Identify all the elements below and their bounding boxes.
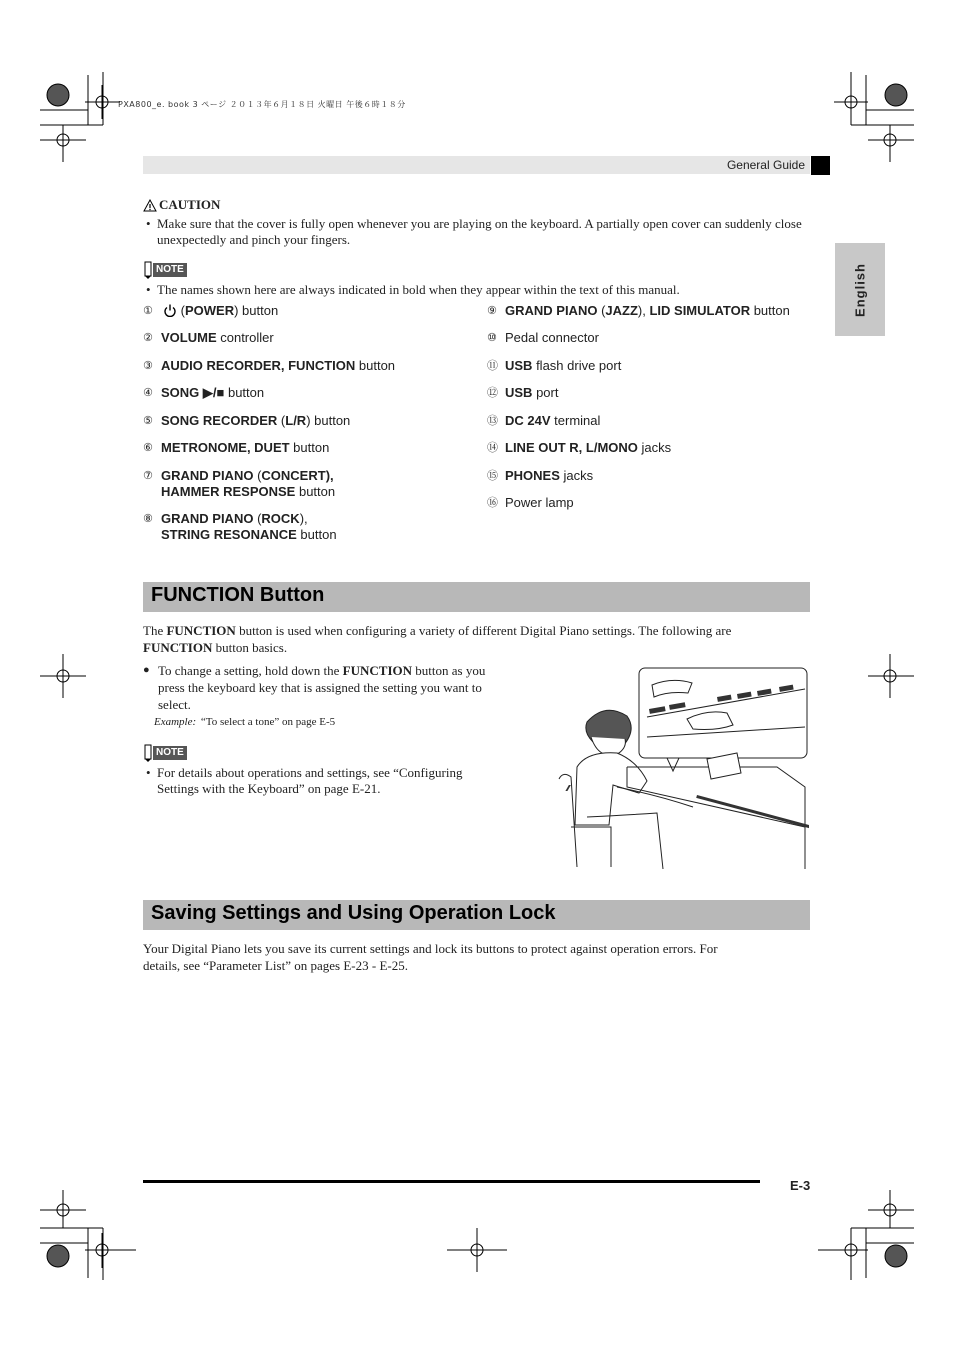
note-badge xyxy=(143,744,187,762)
page-number: E-3 xyxy=(790,1178,811,1193)
note-text: The names shown here are always indicated in bold when they appear within the text of this manual. xyxy=(157,282,680,297)
note-badge xyxy=(143,261,187,279)
footer-rule xyxy=(143,1180,760,1183)
note-item xyxy=(146,282,806,298)
note-label: NOTE xyxy=(153,263,187,277)
power-icon xyxy=(163,304,177,317)
function-intro: The FUNCTION button is used when configuring a variety of different Digital Piano settings. The following are FUNCTION button basics. xyxy=(143,623,732,655)
function-note-item: • For details about operations and settings, see “Configuring Settings with the Keyboard” on page E-21. xyxy=(146,765,463,796)
function-section-title: FUNCTION Button xyxy=(151,584,325,606)
function-bullet: ● To change a setting, hold down the FUNCTION button as you press the keyboard key that is assigned the setting you want to select. xyxy=(143,663,486,712)
caution-title: CAUTION xyxy=(159,197,221,212)
note-pencil-icon xyxy=(143,261,153,279)
caution-item xyxy=(146,216,806,248)
warning-icon xyxy=(143,199,157,212)
piano-player-illustration xyxy=(557,667,809,869)
bullet-icon: • xyxy=(146,282,151,297)
running-header-label: General Guide xyxy=(726,158,805,172)
note-pencil-icon xyxy=(143,744,153,762)
caution-text: Make sure that the cover is fully open whenever you are playing on the keyboard. A partially open cover can suddenly close unexpectedly and pinch your fingers. xyxy=(157,216,802,247)
bullet-icon: • xyxy=(146,216,151,231)
bullet-icon: • xyxy=(146,765,151,780)
caution-heading xyxy=(143,197,220,213)
note-label: NOTE xyxy=(153,746,187,760)
saving-section-title: Saving Settings and Using Operation Lock xyxy=(151,902,556,924)
function-example: Example: “To select a tone” on page E-5 xyxy=(154,716,336,728)
language-tab-label: English xyxy=(852,262,868,317)
bullet-dot-icon: ● xyxy=(143,664,150,676)
saving-body: Your Digital Piano lets you save its current settings and lock its buttons to protect against operation errors. For details, see “Parameter List” on pages E-23 - E-25. xyxy=(143,941,718,973)
running-header-block xyxy=(811,156,830,175)
function-section-heading xyxy=(143,582,810,612)
print-header-line: PXA800_e. book 3 ページ ２０１３年６月１８日 火曜日 午後６時１８分 xyxy=(118,100,406,109)
saving-section-heading xyxy=(143,900,810,930)
language-tab xyxy=(835,243,885,336)
